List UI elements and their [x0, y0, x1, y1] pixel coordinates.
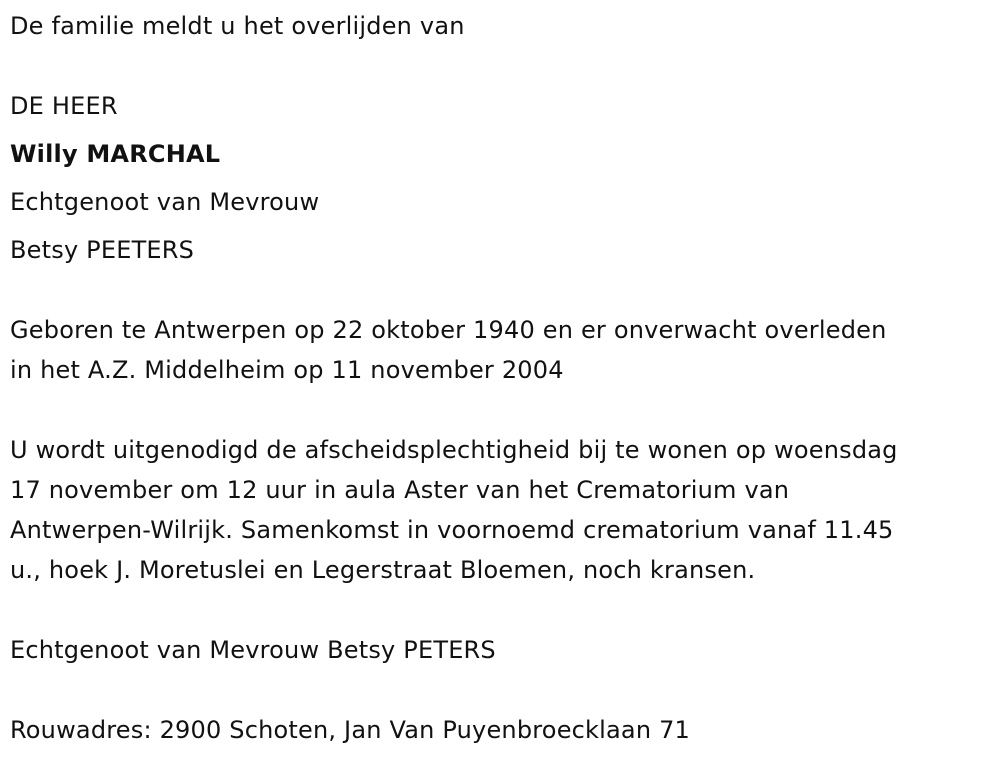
spouse-full-line: Echtgenoot van Mevrouw Betsy PETERS: [10, 636, 496, 664]
spouse-line-2: Betsy PEETERS: [10, 236, 195, 264]
spouse-line-1: Echtgenoot van Mevrouw: [10, 188, 320, 216]
invite-line-3: Antwerpen-Wilrijk. Samenkomst in voornoemd crematorium vanaf 11.45: [10, 516, 894, 544]
mourning-address: Rouwadres: 2900 Schoten, Jan Van Puyenbroecklaan 71: [10, 716, 691, 744]
birth-line-1: Geboren te Antwerpen op 22 oktober 1940 en er onverwacht overleden: [10, 316, 887, 344]
honorific-title: DE HEER: [10, 92, 118, 120]
invite-line-2: 17 november om 12 uur in aula Aster van het Crematorium van: [10, 476, 790, 504]
intro-text: De familie meldt u het overlijden van: [10, 12, 465, 40]
invite-line-4: u., hoek J. Moretuslei en Legerstraat Bloemen, noch kransen.: [10, 556, 756, 584]
birth-line-2: in het A.Z. Middelheim op 11 november 2004: [10, 356, 564, 384]
deceased-name: Willy MARCHAL: [10, 140, 221, 168]
invite-line-1: U wordt uitgenodigd de afscheidsplechtigheid bij te wonen op woensdag: [10, 436, 898, 464]
